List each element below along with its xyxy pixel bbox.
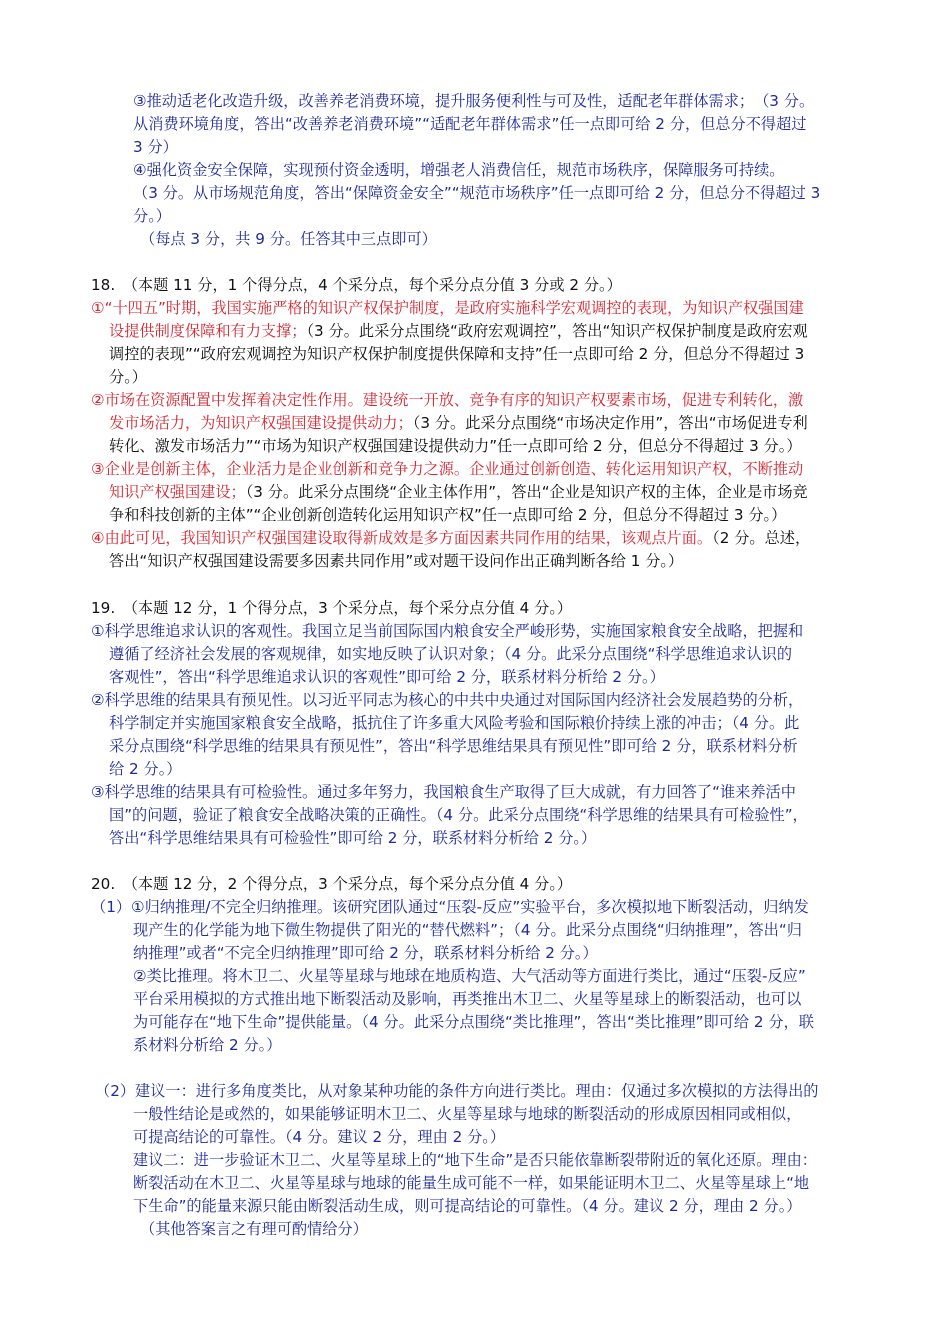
- q18-point2-line2: [109, 412, 808, 435]
- q20-part1-line7: 系材料分析给 2 分。）: [133, 1036, 282, 1054]
- q19-point1-line1: ①科学思维追求认识的客观性。我国立足当前国际国内粮食安全严峻形势，实施国家粮食安全战略，把握和: [91, 622, 804, 640]
- q20-part2-line6: 下生命”的能量来源只能由断裂活动生成，则可提高结论的可靠性。（4 分。建议 2 分，理由 2 分。）: [133, 1197, 802, 1215]
- q19-point3-line1: ③科学思维的结果具有可检验性。通过多年努力，我国粮食生产取得了巨大成就，有力回答了“谁来养活中: [91, 783, 796, 801]
- q17-point3-line2: 从消费环境角度，答出“改善养老消费环境”“适配老年群体需求”任一点即可给 2 分，但总分不得超过: [133, 115, 807, 133]
- q18-point4-line2: 答出“知识产权强国建设需要多因素共同作用”或对题干设问作出正确判断各给 1 分。）: [109, 552, 684, 570]
- q18-point2-line1: ②市场在资源配置中发挥着决定性作用。建设统一开放、竞争有序的知识产权要素市场，促进专利转化，激: [91, 391, 804, 409]
- q18-point1-line3: 调控的表现”“政府宏观调控为知识产权保护制度提供保障和支持”任一点即可给 2 分，但总分不得超过 3: [109, 345, 805, 363]
- q20-part2-line4: 建议二：进一步验证木卫二、火星等星球上的“地下生命”是否只能依靠断裂带附近的氧化还原。理由：: [133, 1151, 817, 1169]
- q20-part2-line5: 断裂活动在木卫二、火星等星球与地球的能量生成可能不一样，如果能证明木卫二、火星等星球上“地: [133, 1174, 810, 1192]
- q18-point1-line2: [109, 320, 808, 343]
- q19-point2-line1: ②科学思维的结果具有预见性。以习近平同志为核心的中共中央通过对国际国内经济社会发展趋势的分析，: [91, 691, 804, 709]
- q18-point3-note: （3 分。此采分点围绕“企业主体作用”，答出“企业是知识产权的主体，企业是市场竞: [245, 483, 808, 501]
- q18-point3-answer: 知识产权强国建设；: [109, 483, 246, 501]
- q20-scoring-note: （其他答案言之有理可酌情给分）: [140, 1220, 368, 1238]
- q20-part1-line3: 纳推理”或者“不完全归纳推理”即可给 2 分，联系材料分析给 2 分。）: [133, 944, 598, 962]
- q19-header: 19. （本题 12 分，1 个得分点，3 个采分点，每个采分点分值 4 分。）: [91, 599, 573, 617]
- q17-point4-line1: ④强化资金安全保障，实现预付资金透明，增强老人消费信任，规范市场秩序，保障服务可持续。: [133, 161, 785, 179]
- q18-point2-line3: 转化、激发市场活力”“市场为知识产权强国建设提供动力”任一点即可给 2 分，但总分不得超过 3 分。）: [109, 437, 802, 455]
- q18-point4-line1: [91, 527, 810, 550]
- q18-point2-answer: 发市场活力，为知识产权强国建设提供动力；: [109, 414, 413, 432]
- q18-point1-line1: ①“十四五”时期，我国实施严格的知识产权保护制度，是政府实施科学宏观调控的表现，为知识产权强国建: [91, 299, 804, 317]
- q17-point3-line3: 3 分）: [133, 138, 178, 156]
- q17-scoring-note: （每点 3 分，共 9 分。任答其中三点即可）: [140, 230, 437, 248]
- q20-part2-line3: 可提高结论的可靠性。（4 分。建议 2 分，理由 2 分。）: [133, 1128, 506, 1146]
- q18-point3-line2: [109, 481, 808, 504]
- q18-point4-note: （2 分。总述，: [712, 529, 811, 547]
- q18-point4-answer: ④由此可见，我国知识产权强国建设取得新成效是多方面因素共同作用的结果，该观点片面。: [91, 529, 713, 547]
- q17-point4-line2: （3 分。从市场规范角度，答出“保障资金安全”“规范市场秩序”任一点即可给 2 分，但总分不得超过 3: [133, 184, 821, 202]
- q19-point1-line2: 遵循了经济社会发展的客观规律，如实地反映了认识对象；（4 分。此采分点围绕“科学思维追求认识的: [109, 645, 793, 663]
- q18-point3-line3: 争和科技创新的主体”“企业创新创造转化运用知识产权”任一点即可给 2 分，但总分不得超过 3 分。）: [109, 506, 787, 524]
- q20-part1-line4: ②类比推理。将木卫二、火星等星球与地球在地质构造、大气活动等方面进行类比，通过“压裂-反应”: [133, 967, 806, 985]
- q19-point1-line3: 客观性”，答出“科学思维追求认识的客观性”即可给 2 分，联系材料分析给 2 分。）: [109, 668, 665, 686]
- q20-part2-line1: （2）建议一：进行多角度类比，从对象某种功能的条件方向进行类比。理由：仅通过多次模拟的方法得出的: [95, 1082, 819, 1100]
- q18-point2-note: （3 分。此采分点围绕“市场决定作用”，答出“市场促进专利: [412, 414, 808, 432]
- q20-part1-line1: （1）①归纳推理/不完全归纳推理。该研究团队通过“压裂-反应”实验平台，多次模拟地下断裂活动，归纳发: [91, 898, 809, 916]
- q20-part1-line6: 为可能存在“地下生命”提供能量。（4 分。此采分点围绕“类比推理”，答出“类比推理”即可给 2 分，联: [133, 1013, 814, 1031]
- q20-part2-line2: 一般性结论是或然的，如果能够证明木卫二、火星等星球与地球的断裂活动的形成原因相同或相似，: [133, 1105, 802, 1123]
- q20-header: 20. （本题 12 分，2 个得分点，3 个采分点，每个采分点分值 4 分。）: [91, 875, 573, 893]
- q19-point2-line4: 给 2 分。）: [109, 760, 182, 778]
- q18-point1-line4: 分。）: [109, 368, 147, 386]
- q18-point1-note: （3 分。此采分点围绕“政府宏观调控”，答出“知识产权保护制度是政府宏观: [306, 322, 808, 340]
- q20-part1-line2: 现产生的化学能为地下微生物提供了阳光的“替代燃料”；（4 分。此采分点围绕“归纳推理”，答出“归: [133, 921, 802, 939]
- q19-point2-line3: 采分点围绕“科学思维的结果具有预见性”，答出“科学思维结果具有预见性”即可给 2 分，联系材料分析: [109, 737, 798, 755]
- q17-point4-line3: 分。）: [133, 207, 171, 225]
- q19-point3-line2: 国”的问题，验证了粮食安全战略决策的正确性。（4 分。此采分点围绕“科学思维的结果具有可检验性”，: [109, 806, 808, 824]
- q19-point2-line2: 科学制定并实施国家粮食安全战略，抵抗住了许多重大风险考验和国际粮价持续上涨的冲击；（4 分。此: [109, 714, 800, 732]
- q19-point3-line3: 答出“科学思维结果具有可检验性”即可给 2 分，联系材料分析给 2 分。）: [109, 829, 597, 847]
- q18-point1-answer: 设提供制度保障和有力支撑；: [109, 322, 307, 340]
- q18-point3-line1: ③企业是创新主体，企业活力是企业创新和竞争力之源。企业通过创新创造、转化运用知识产权，不断推动: [91, 460, 804, 478]
- q20-part1-line5: 平台采用模拟的方式推出地下断裂活动及影响，再类推出木卫二、火星等星球上的断裂活动，也可以: [133, 990, 802, 1008]
- q18-header: 18. （本题 11 分，1 个得分点，4 个采分点，每个采分点分值 3 分或 2 分。）: [91, 276, 622, 294]
- q17-point3-line1: ③推动适老化改造升级，改善养老消费环境，提升服务便利性与可及性，适配老年群体需求； （3 分。: [133, 92, 815, 110]
